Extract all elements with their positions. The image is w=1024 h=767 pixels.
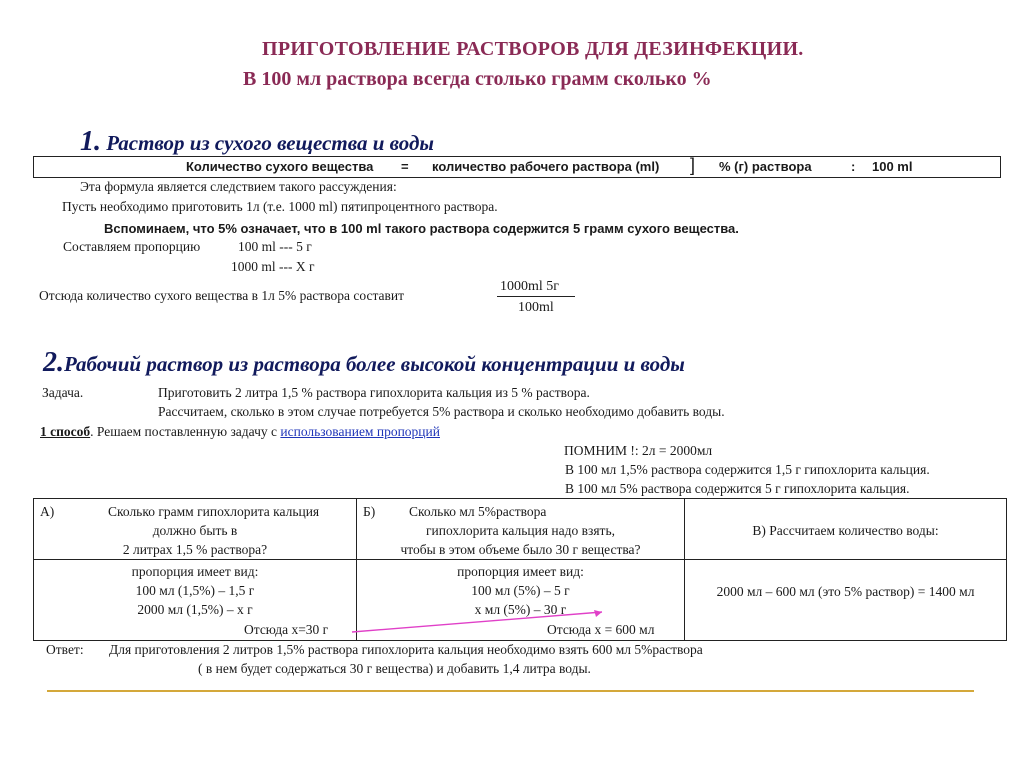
section1-line3: Вспоминаем, что 5% означает, что в 100 ml такого раствора содержится 5 грамм сухого вещества. [104, 221, 739, 236]
cell-a-line1: Сколько грамм гипохлорита кальция [108, 504, 320, 519]
section1-number: 1. [80, 126, 101, 157]
cell-c-line1: В) Рассчитаем количество воды: [752, 523, 939, 538]
formula-left: Количество сухого вещества [186, 159, 374, 174]
proportion-row2: 1000 ml --- X г [231, 259, 315, 274]
formula-right: % (г) раствора [719, 159, 812, 174]
arrow-head [594, 610, 602, 617]
result-label: Отсюда количество сухого вещества в 1л 5% раствора составит [39, 288, 404, 303]
remember-line3: В 100 мл 5% раствора содержится 5 г гипохлорита кальция. [565, 481, 910, 496]
section2-title: Рабочий раствор из раствора более высокой концентрации и воды [64, 352, 685, 376]
formula-divisor: 100 ml [872, 159, 913, 174]
formula-bracket: ] [690, 155, 696, 175]
section1-line1: Эта формула является следствием такого рассуждения: [80, 179, 397, 194]
method-line [40, 424, 440, 440]
table-cell-f [685, 560, 1007, 641]
section1-line2: Пусть необходимо приготовить 1л (т.е. 1000 ml) пятипроцентного раствора. [62, 199, 498, 214]
cell-e-line2: 100 мл (5%) – 5 г [471, 583, 570, 598]
formula-middle: количество рабочего раствора (ml) [432, 159, 660, 174]
proportion-label: Составляем пропорцию [63, 239, 201, 254]
cell-d-line3: 2000 мл (1,5%) – х г [137, 602, 253, 617]
section1-title: Раствор из сухого вещества и воды [106, 131, 434, 155]
cell-d-line4: Отсюда х=30 г [244, 622, 329, 637]
section2-heading [43, 347, 685, 379]
answer-line2: ( в нем будет содержаться 30 г вещества) и добавить 1,4 литра воды. [198, 661, 591, 676]
method-text: . Решаем поставленную задачу с [90, 424, 281, 439]
cell-e-line1: пропорция имеет вид: [457, 564, 584, 579]
answer-line1: Для приготовления 2 литров 1,5% раствора гипохлорита кальция необходимо взять 600 мл 5%раствора [109, 642, 703, 657]
arrow-path [352, 612, 602, 632]
formula-equals: = [401, 159, 409, 174]
fraction-numerator: 1000ml 5г [500, 279, 560, 294]
table-cell-a [34, 499, 357, 560]
remember-line1: ПОМНИМ !: 2л = 2000мл [564, 443, 713, 458]
cell-d-line1: пропорция имеет вид: [131, 564, 259, 579]
page-title: ПРИГОТОВЛЕНИЕ РАСТВОРОВ ДЛЯ ДЕЗИНФЕКЦИИ. [262, 38, 804, 60]
answer-label: Ответ: [46, 642, 84, 657]
cell-a-label: А) [40, 504, 55, 519]
cell-e-line3: х мл (5%) – 30 г [474, 602, 567, 617]
task-line1: Приготовить 2 литра 1,5 % раствора гипохлорита кальция из 5 % раствора. [158, 385, 590, 400]
cell-d-line2: 100 мл (1,5%) – 1,5 г [135, 583, 255, 598]
page-subtitle: В 100 мл раствора всегда столько грамм сколько % [243, 68, 712, 90]
arrow-icon [340, 600, 620, 640]
table-row [34, 499, 1007, 560]
method-label: 1 способ [40, 424, 91, 439]
cell-a-line2: должно быть в [152, 523, 238, 538]
cell-b-line3: чтобы в этом объеме было 30 г вещества? [400, 542, 641, 557]
table-cell-d [34, 560, 357, 641]
cell-b-line1: Сколько мл 5%раствора [409, 504, 547, 519]
table-cell-c [685, 499, 1007, 560]
table-cell-b [357, 499, 685, 560]
cell-b-label: Б) [363, 504, 376, 519]
cell-e-line4: Отсюда х = 600 мл [547, 622, 655, 637]
formula-colon: : [851, 159, 856, 174]
task-label: Задача. [42, 385, 84, 400]
section2-number: 2. [43, 347, 64, 378]
method-link[interactable]: использованием пропорций [280, 424, 440, 439]
cell-f-line1: 2000 мл – 600 мл (это 5% раствор) = 1400 мл [716, 584, 975, 599]
cell-b-line2: гипохлорита кальция надо взять, [426, 523, 615, 538]
bottom-divider [47, 690, 974, 692]
proportion-row1: 100 ml --- 5 г [238, 239, 312, 254]
task-line2: Рассчитаем, сколько в этом случае потребуется 5% раствора и сколько необходимо добавить воды. [158, 404, 725, 419]
cell-a-line3: 2 литрах 1,5 % раствора? [122, 542, 268, 557]
remember-line2: В 100 мл 1,5% раствора содержится 1,5 г гипохлорита кальция. [565, 462, 930, 477]
section1-heading [80, 126, 434, 158]
fraction-line [497, 296, 575, 297]
fraction-denominator: 100ml [518, 300, 554, 315]
